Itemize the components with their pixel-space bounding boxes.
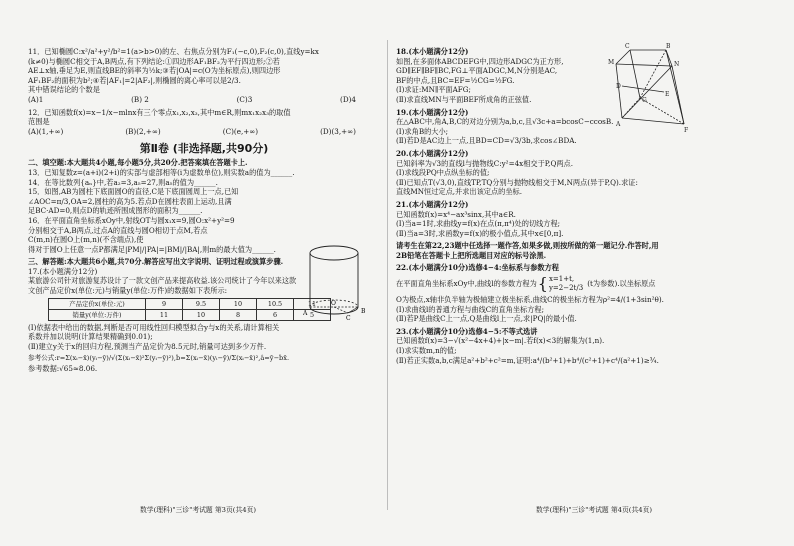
param-y: y=2−2t/3: [548, 284, 584, 293]
question-23: [396, 327, 786, 365]
question-16-line: 得对于圆O上任意一点P都满足|PM|/|PA|=|BM|/|BA|,则m的最大值为______.: [28, 244, 276, 254]
question-header: 23.(本小题满分10分)选修4−5:不等式选讲: [396, 326, 538, 336]
text-line: AE⊥x轴,垂足为E,则直线BE的斜率为½k;③若|OA|=c(O为坐标原点),则四边形: [28, 66, 281, 76]
text-line: (Ⅰ)求实数m,n的值;: [396, 346, 457, 356]
text-line: 系数并加以说明(计算结果精确到0.01);: [28, 332, 153, 342]
reference-formula: 参考公式:r=Σ(xᵢ−x̄)(yᵢ−ȳ)/√(Σ(xᵢ−x̄)²Σ(yᵢ−ȳ)²),b̂=Σ(xᵢ−x̄)(yᵢ−ȳ)/Σ(xᵢ−x̄)²,â=ȳ−b̂x̄.: [28, 354, 290, 363]
polyhedron-figure: [608, 40, 694, 134]
reference-data: 参考数据:√65≈8.06.: [28, 364, 98, 374]
svg-text:E: E: [665, 91, 670, 98]
table-cell: 11: [146, 309, 183, 320]
question-21: [396, 200, 786, 238]
option-d: (D)4: [340, 94, 356, 104]
text-line: 其中错误结论的个数是: [28, 85, 100, 95]
text-line: 范围是: [28, 117, 50, 127]
polyhedron-drawing: [608, 40, 694, 134]
question-13: 13．已知复数z=(a+i)(2+i)的实部与虚部相等(i为虚数单位),则实数a的值为______.: [28, 167, 295, 177]
question-19: [396, 108, 786, 146]
table-cell: 10: [220, 298, 257, 309]
text-line: (Ⅰ)求曲线l的普通方程与曲线C的直角坐标方程;: [396, 304, 545, 314]
question-22: [396, 263, 786, 323]
options-row: [28, 127, 380, 137]
cylinder-figure: [303, 243, 369, 321]
text-line: 直线MN恒过定点,并求出该定点的坐标.: [396, 187, 523, 197]
text-line: 17.(本小题满分12分): [28, 266, 98, 276]
text-line: 已知函数f(x)=x⁴−ax³sinx,其中a∈R.: [396, 209, 516, 219]
text-line: (Ⅰ)求证:MN∥平面AFG;: [396, 85, 471, 95]
question-header: 18.(本小题满分12分): [396, 47, 469, 56]
question-15-line: 足BC·AD=0,则点D的轨迹所围成图形的面积为______.: [28, 206, 203, 216]
question-16-line: 16．在平面直角坐标系xOy中,射线OT与圆x₁x=9,圆O:x²+y²=9: [28, 215, 235, 225]
text-line: (Ⅱ)若D是AC边上一点,且BD=CD=√3/3b,求cos∠BDA.: [396, 136, 577, 146]
question-header: 19.(本小题满分12分): [396, 107, 469, 117]
option-d: (D)(3,+∞): [320, 126, 356, 136]
svg-text:G: G: [642, 97, 647, 104]
options-row: [28, 95, 380, 105]
text-line: 12．已知函数f(x)=x−1/x−mlnx有三个零点x₁,x₂,x₃,其中m∈R,则mx₁x₂x₃的取值: [28, 107, 291, 117]
question-15-line: 15．如图,AB为圆柱下底面圆O的直径,C是下底面圆周上一点,已知: [28, 187, 239, 197]
table-cell: 8: [220, 309, 257, 320]
param-x: x=1+t,: [548, 275, 575, 284]
text-line: BF的中点,且BC=EF=½CG=½FG.: [396, 75, 515, 85]
question-header: 20.(本小题满分12分): [396, 148, 469, 158]
text-line: (Ⅰ)求线段PQ中点纵坐标的值;: [396, 168, 490, 178]
text-line: (t为参数).以坐标原点: [587, 279, 656, 289]
text-line: (Ⅱ)建立y关于x的回归方程,预测当产品定价为8.5元时,销量可达到多少万件.: [28, 341, 267, 351]
svg-text:O: O: [331, 300, 336, 307]
text-line: O为极点,x轴非负半轴为极轴建立极坐标系,曲线C的极坐标方程为ρ²=4/(1+3sin²θ).: [396, 295, 664, 305]
text-line: 在△ABC中,角A,B,C的对边分别为a,b,c,且√3c+a=bcosC−ccosB.: [396, 117, 614, 127]
table-row: [49, 309, 331, 320]
question-header: 22.(本小题满分10分)选修4−4:坐标系与参数方程: [396, 263, 559, 273]
text-line: (k≠0)与椭圆C相交于A,B两点,有下列结论:①四边形AF₁BF₂为平行四边形;②若: [28, 56, 280, 66]
table-header-cell: 产品定价x(单位:元): [49, 298, 146, 309]
question-14: 14．在等比数列{aₙ}中,若a₂=3,a₅=27,则a₅的值为______.: [28, 177, 218, 187]
text-line: (Ⅰ)当a=1时,求曲线y=f(x)在点(π,π⁴)处的切线方程;: [396, 219, 561, 229]
text-line: (Ⅰ)求角B的大小;: [396, 126, 449, 136]
question-16-line: C(m,n)在圆O上(m,n)(不含端点),使: [28, 235, 144, 245]
option-b: (B)(2,+∞): [125, 126, 161, 136]
svg-text:F: F: [684, 127, 689, 134]
question-15-line: ∠AOC=π/3,OA=2,圆柱的高为5.若点D在圆柱表面上运动,且满: [28, 196, 232, 206]
text-line: (Ⅰ)依据表中给出的数据,判断是否可用线性回归模型拟合y与x的关系,请计算相关: [28, 322, 280, 332]
section-header: 三、解答题:本大题共6小题,共70分.解答应写出文字说明、证明过程或演算步骤.: [28, 257, 284, 267]
text-line: (Ⅱ)已知点T(√3,0),直线TP,TQ分别与抛物线相交于M,N两点(异于P,Q).求证:: [396, 177, 638, 187]
text-line: (Ⅱ)当a=3时,求函数y=f(x)的极小值点,其中x∈[0,π].: [396, 228, 564, 238]
text-line: 如图,在多面体ABCDEFG中,四边形ADGC为正方形,: [396, 56, 564, 66]
page-divider: [387, 40, 388, 510]
option-a: (A)1: [28, 94, 44, 104]
choice-note: [396, 241, 786, 260]
table-cell: 10: [183, 309, 220, 320]
table-cell: 9: [146, 298, 183, 309]
table-cell: 11: [294, 298, 331, 309]
svg-text:A: A: [303, 310, 308, 317]
text-line: 已知斜率为√3的直线l与抛物线C:y²=4x相交于P,Q两点.: [396, 158, 573, 168]
table-cell: 5: [294, 309, 331, 320]
text-line: (Ⅱ)若正实数a,b,c满足a²+b²+c²=m,证明:a⁴/(b²+1)+b⁴/(c²+1)+c⁴/(a²+1)≥¾.: [396, 355, 659, 365]
note-line: 2B铅笔在答题卡上把所选题目对应的标号涂黑.: [396, 250, 547, 260]
text-line: 在平面直角坐标系xOy中,曲线l的参数方程为: [396, 279, 537, 289]
table-row: [49, 298, 331, 309]
right-page: [390, 0, 794, 546]
section-title: 第Ⅱ卷 (非选择题,共90分): [139, 142, 269, 156]
option-c: (C)(e,+∞): [222, 126, 259, 136]
text-line: 已知函数f(x)=3−√(x²−4x+4)+|x−m|.若f(x)<3的解集为(1,n).: [396, 336, 605, 346]
svg-text:N: N: [674, 61, 680, 68]
brace: {: [537, 274, 548, 294]
option-c: (C)3: [236, 94, 253, 104]
table-cell: 6: [257, 309, 294, 320]
svg-text:B: B: [361, 308, 366, 315]
option-b: (B) 2: [131, 94, 149, 104]
text-line: (Ⅱ)若P是曲线C上一点,Q是曲线l上一点,求|PQ|的最小值.: [396, 314, 577, 324]
right-footer: 数学(理科)"三诊"考试题 第4页(共4页): [536, 506, 653, 514]
question-16-line: 分别相交于A,B两点,过点A的直线与圆O相切于点M,若点: [28, 225, 208, 235]
table-cell: 9.5: [183, 298, 220, 309]
question-header: 21.(本小题满分12分): [396, 199, 469, 209]
svg-text:C: C: [625, 43, 630, 50]
question-12: [28, 108, 380, 137]
svg-text:C: C: [346, 315, 351, 321]
table-header-cell: 销量y(单位:万件): [49, 309, 146, 320]
param-line: [396, 273, 786, 295]
note-line: 请考生在第22,23题中任选择一题作答,如果多做,则按所做的第一题记分.作答时,用: [396, 241, 659, 251]
question-18: [396, 47, 786, 105]
svg-text:M: M: [608, 59, 615, 66]
cylinder-drawing: [303, 243, 369, 321]
text-line: AF₁BF₂的面积为b²;④若|AF₁|=2|AF₂|,则椭圆的离心率可以是2/3.: [28, 75, 241, 85]
text-line: 某旅游公司针对旅游复苏设计了一款文创产品来提高收益.该公司统计了今年以来这款: [28, 276, 297, 286]
data-table: [48, 298, 331, 321]
fill-in-section: [28, 158, 380, 254]
question-11: [28, 47, 380, 105]
option-a: (A)(1,+∞): [28, 126, 64, 136]
question-20: [396, 149, 786, 197]
left-footer: 数学(理科)"三诊"考试题 第3页(共4页): [140, 506, 257, 514]
text-line: 11．已知椭圆C:x²/a²+y²/b²=1(a>b>0)的左、右焦点分别为F₁(−c,0),F₂(c,0),直线y=kx: [28, 47, 319, 56]
svg-text:A: A: [616, 121, 621, 128]
text-line: 文创产品定价x(单位:元)与销量y(单位:万件)的数据如下表所示:: [28, 286, 228, 296]
param-equations: [549, 275, 583, 293]
table-cell: 10.5: [257, 298, 294, 309]
svg-text:B: B: [666, 43, 671, 50]
svg-text:D: D: [616, 83, 621, 90]
text-line: GD∥EF∥BF∥BC,FG⊥平面ADGC,M,N分别是AC,: [396, 66, 558, 76]
text-line: (Ⅱ)求直线MN与平面BEF所成角的正弦值.: [396, 94, 532, 104]
section-header: 二、填空题:本大题共4小题,每小题5分,共20分.把答案填在答题卡上.: [28, 158, 248, 168]
